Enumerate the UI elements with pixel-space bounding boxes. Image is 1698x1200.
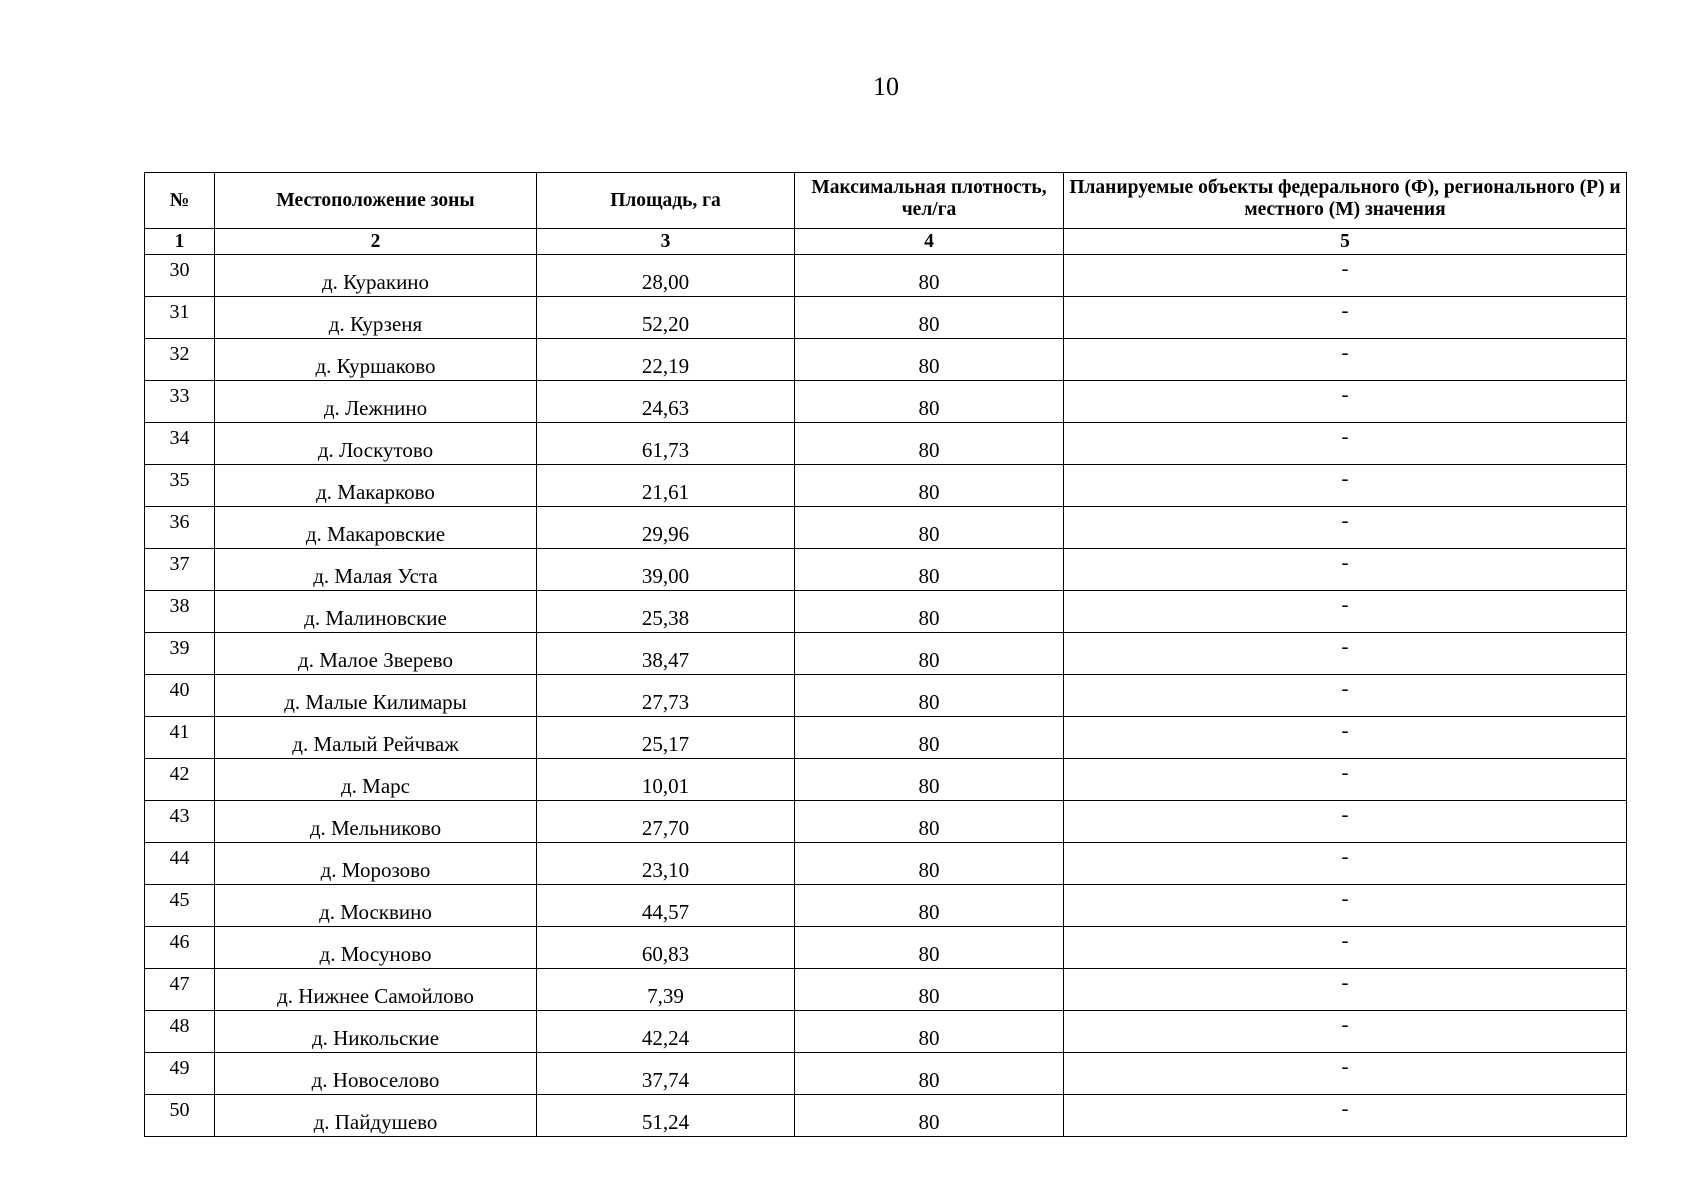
table-row — [145, 1011, 1627, 1053]
table-body — [145, 255, 1627, 1137]
cell-location: д. Нижнее Самойлово — [215, 969, 537, 1011]
cell-area: 29,96 — [537, 507, 795, 549]
header-density: Максимальная плотность, чел/га — [795, 173, 1064, 229]
cell-density: 80 — [795, 339, 1064, 381]
header-area: Площадь, га — [537, 173, 795, 229]
table-row — [145, 507, 1627, 549]
cell-location: д. Макарково — [215, 465, 537, 507]
column-number-row — [145, 229, 1627, 255]
cell-planned: - — [1064, 381, 1627, 423]
cell-area: 28,00 — [537, 255, 795, 297]
cell-location: д. Куршаково — [215, 339, 537, 381]
cell-density: 80 — [795, 255, 1064, 297]
cell-area: 51,24 — [537, 1095, 795, 1137]
cell-planned: - — [1064, 885, 1627, 927]
column-number: 4 — [795, 229, 1064, 255]
cell-area: 25,17 — [537, 717, 795, 759]
table-row — [145, 927, 1627, 969]
cell-location: д. Малое Зверево — [215, 633, 537, 675]
cell-location: д. Макаровские — [215, 507, 537, 549]
cell-area: 25,38 — [537, 591, 795, 633]
cell-planned: - — [1064, 843, 1627, 885]
column-number: 3 — [537, 229, 795, 255]
table-row — [145, 759, 1627, 801]
cell-location: д. Морозово — [215, 843, 537, 885]
cell-location: д. Куракино — [215, 255, 537, 297]
cell-location: д. Малиновские — [215, 591, 537, 633]
cell-density: 80 — [795, 1053, 1064, 1095]
cell-area: 37,74 — [537, 1053, 795, 1095]
cell-area: 44,57 — [537, 885, 795, 927]
cell-planned: - — [1064, 633, 1627, 675]
cell-planned: - — [1064, 927, 1627, 969]
cell-location: д. Пайдушево — [215, 1095, 537, 1137]
cell-planned: - — [1064, 591, 1627, 633]
cell-area: 23,10 — [537, 843, 795, 885]
cell-density: 80 — [795, 633, 1064, 675]
cell-num: 46 — [145, 927, 215, 969]
table-row — [145, 297, 1627, 339]
cell-area: 39,00 — [537, 549, 795, 591]
zones-table — [144, 172, 1627, 1137]
cell-num: 32 — [145, 339, 215, 381]
cell-density: 80 — [795, 381, 1064, 423]
cell-num: 39 — [145, 633, 215, 675]
table-row — [145, 465, 1627, 507]
cell-num: 35 — [145, 465, 215, 507]
cell-density: 80 — [795, 297, 1064, 339]
cell-planned: - — [1064, 1011, 1627, 1053]
cell-num: 48 — [145, 1011, 215, 1053]
cell-num: 50 — [145, 1095, 215, 1137]
cell-num: 44 — [145, 843, 215, 885]
cell-density: 80 — [795, 465, 1064, 507]
table-row — [145, 843, 1627, 885]
cell-planned: - — [1064, 801, 1627, 843]
cell-num: 37 — [145, 549, 215, 591]
column-number: 2 — [215, 229, 537, 255]
cell-planned: - — [1064, 969, 1627, 1011]
table-row — [145, 969, 1627, 1011]
cell-density: 80 — [795, 885, 1064, 927]
cell-density: 80 — [795, 675, 1064, 717]
table-row — [145, 549, 1627, 591]
cell-density: 80 — [795, 927, 1064, 969]
cell-area: 38,47 — [537, 633, 795, 675]
cell-density: 80 — [795, 423, 1064, 465]
cell-location: д. Никольские — [215, 1011, 537, 1053]
cell-density: 80 — [795, 759, 1064, 801]
cell-location: д. Лежнино — [215, 381, 537, 423]
cell-planned: - — [1064, 423, 1627, 465]
cell-num: 47 — [145, 969, 215, 1011]
column-number: 5 — [1064, 229, 1627, 255]
cell-area: 22,19 — [537, 339, 795, 381]
cell-location: д. Мельниково — [215, 801, 537, 843]
cell-density: 80 — [795, 1095, 1064, 1137]
cell-density: 80 — [795, 507, 1064, 549]
cell-density: 80 — [795, 801, 1064, 843]
cell-num: 34 — [145, 423, 215, 465]
cell-density: 80 — [795, 549, 1064, 591]
cell-area: 10,01 — [537, 759, 795, 801]
cell-planned: - — [1064, 297, 1627, 339]
page-number: 10 — [873, 72, 899, 101]
cell-area: 42,24 — [537, 1011, 795, 1053]
cell-num: 31 — [145, 297, 215, 339]
cell-area: 27,70 — [537, 801, 795, 843]
cell-area: 52,20 — [537, 297, 795, 339]
cell-density: 80 — [795, 1011, 1064, 1053]
cell-area: 61,73 — [537, 423, 795, 465]
cell-location: д. Мосуново — [215, 927, 537, 969]
table-row — [145, 423, 1627, 465]
cell-planned: - — [1064, 675, 1627, 717]
cell-density: 80 — [795, 591, 1064, 633]
table-row — [145, 801, 1627, 843]
cell-num: 33 — [145, 381, 215, 423]
cell-num: 41 — [145, 717, 215, 759]
cell-planned: - — [1064, 549, 1627, 591]
table-row — [145, 255, 1627, 297]
cell-location: д. Курзеня — [215, 297, 537, 339]
cell-planned: - — [1064, 759, 1627, 801]
cell-planned: - — [1064, 717, 1627, 759]
cell-area: 60,83 — [537, 927, 795, 969]
cell-planned: - — [1064, 1095, 1627, 1137]
cell-num: 30 — [145, 255, 215, 297]
cell-planned: - — [1064, 255, 1627, 297]
cell-planned: - — [1064, 339, 1627, 381]
table-row — [145, 885, 1627, 927]
header-planned: Планируемые объекты федерального (Ф), регионального (Р) и местного (М) значения — [1064, 173, 1627, 229]
cell-planned: - — [1064, 1053, 1627, 1095]
cell-num: 49 — [145, 1053, 215, 1095]
cell-location: д. Малые Килимары — [215, 675, 537, 717]
cell-num: 42 — [145, 759, 215, 801]
cell-location: д. Малая Уста — [215, 549, 537, 591]
cell-area: 24,63 — [537, 381, 795, 423]
cell-num: 40 — [145, 675, 215, 717]
table-row — [145, 591, 1627, 633]
cell-num: 45 — [145, 885, 215, 927]
table-row — [145, 381, 1627, 423]
cell-num: 43 — [145, 801, 215, 843]
table-row — [145, 717, 1627, 759]
cell-location: д. Марс — [215, 759, 537, 801]
cell-location: д. Новоселово — [215, 1053, 537, 1095]
cell-num: 38 — [145, 591, 215, 633]
header-location: Местоположение зоны — [215, 173, 537, 229]
cell-area: 27,73 — [537, 675, 795, 717]
cell-area: 21,61 — [537, 465, 795, 507]
table-row — [145, 1095, 1627, 1137]
header-num: № — [145, 173, 215, 229]
table-row — [145, 1053, 1627, 1095]
cell-location: д. Лоскутово — [215, 423, 537, 465]
cell-location: д. Малый Рейчваж — [215, 717, 537, 759]
cell-num: 36 — [145, 507, 215, 549]
cell-area: 7,39 — [537, 969, 795, 1011]
cell-planned: - — [1064, 507, 1627, 549]
table-row — [145, 339, 1627, 381]
cell-density: 80 — [795, 843, 1064, 885]
header-row — [145, 173, 1627, 229]
table-row — [145, 633, 1627, 675]
cell-density: 80 — [795, 717, 1064, 759]
cell-density: 80 — [795, 969, 1064, 1011]
table-row — [145, 675, 1627, 717]
column-number: 1 — [145, 229, 215, 255]
cell-location: д. Москвино — [215, 885, 537, 927]
cell-planned: - — [1064, 465, 1627, 507]
